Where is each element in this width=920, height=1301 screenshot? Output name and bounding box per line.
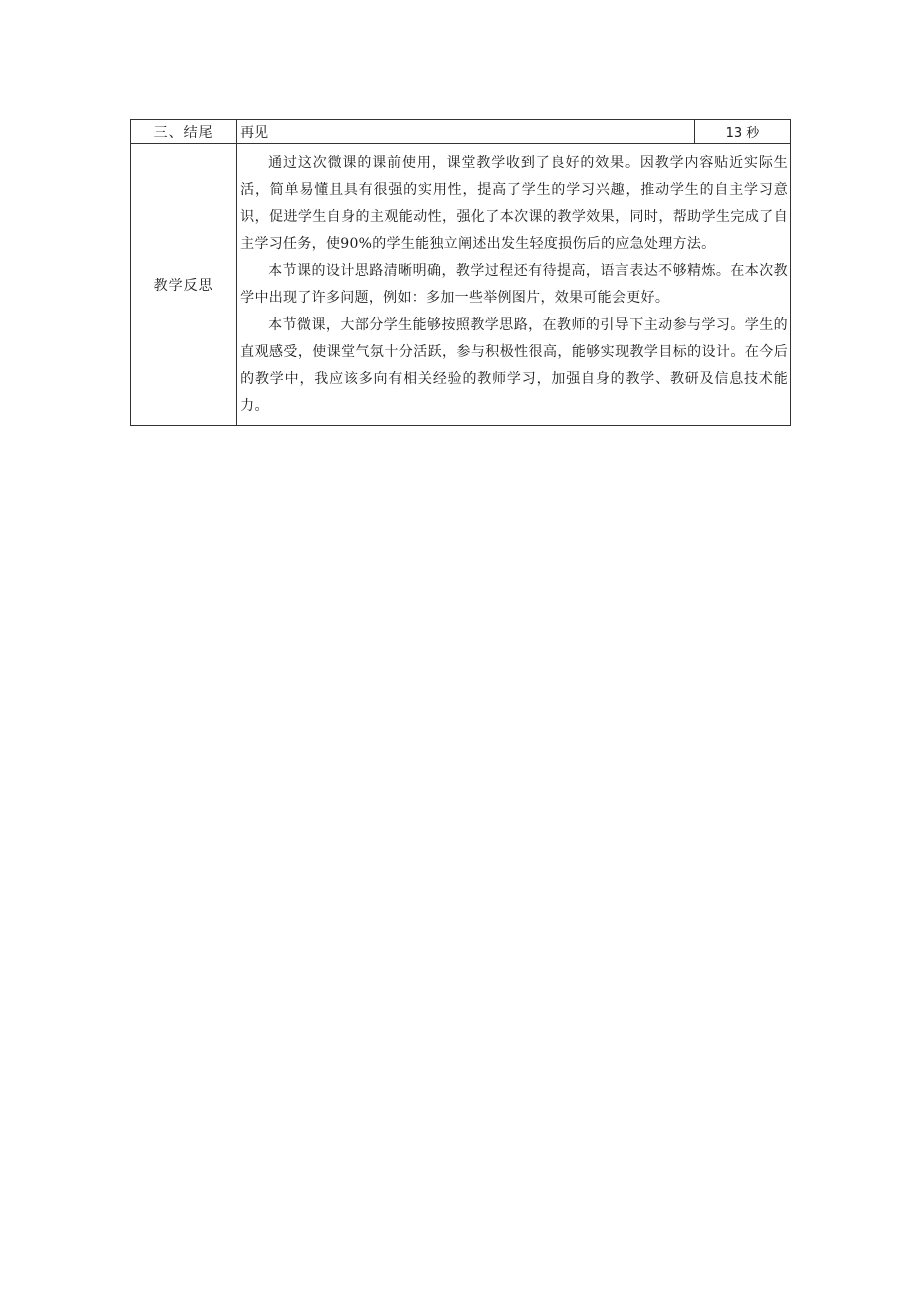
reflection-label: 教学反思 (131, 144, 237, 426)
closing-section-label: 三、结尾 (131, 120, 237, 144)
reflection-row (131, 144, 791, 426)
reflection-content (237, 144, 791, 426)
reflection-paragraph: 本节课的设计思路清晰明确，教学过程还有待提高，语言表达不够精炼。在本次教学中出现了许多问题，例如：多加一些举例图片，效果可能会更好。 (240, 263, 788, 306)
reflection-paragraph: 通过这次微课的课前使用，课堂教学收到了良好的效果。因教学内容贴近实际生活，简单易懂且具有很强的实用性，提高了学生的学习兴趣，推动学生的自主学习意识，促进学生自身的主观能动性，强化了本次课的教学效果，同时，帮助学生完成了自主学习任务，使90%的学生能独立阐述出发生轻度损伤后的应急处理方法。 (240, 155, 788, 252)
closing-section-content: 再见 (237, 120, 695, 144)
lesson-plan-table (130, 119, 791, 426)
closing-section-row (131, 120, 791, 144)
reflection-paragraph: 本节微课，大部分学生能够按照教学思路，在教师的引导下主动参与学习。学生的直观感受，使课堂气氛十分活跃，参与积极性很高，能够实现教学目标的设计。在今后的教学中，我应该多向有相关经验的教师学习，加强自身的教学、教研及信息技术能力。 (240, 317, 788, 414)
closing-section-duration: 13 秒 (694, 120, 790, 144)
